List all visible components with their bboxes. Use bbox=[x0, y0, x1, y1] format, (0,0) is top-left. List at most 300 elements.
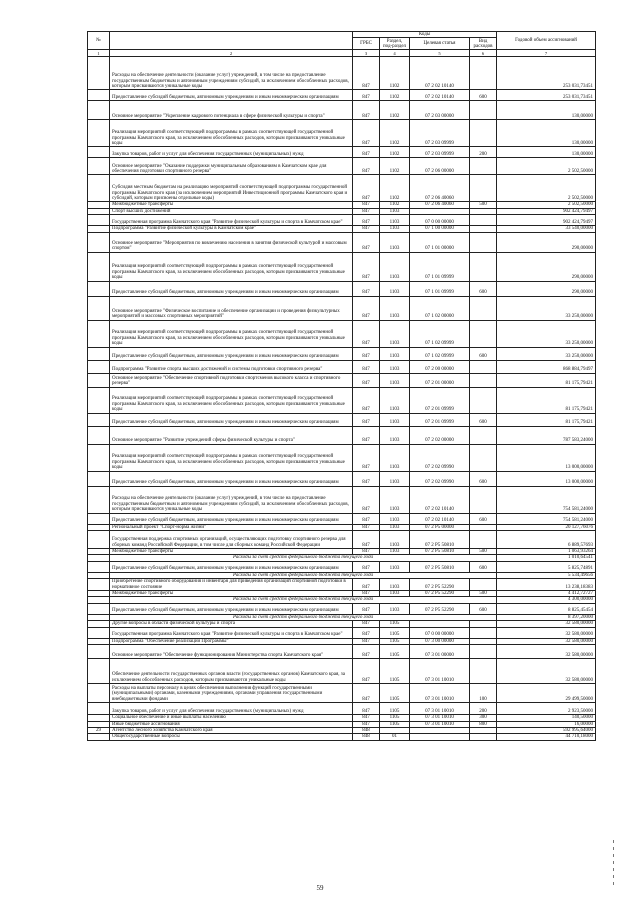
amount-cell: 32 580,00000 bbox=[497, 638, 596, 644]
razdel-cell: 1103 bbox=[380, 549, 410, 555]
grbs-cell: 847 bbox=[353, 320, 380, 347]
item-name-cell: Межбюджетные трансферты bbox=[110, 202, 353, 208]
item-name-cell: Предоставление субсидий бюджетным, автономным учреждениям и иным некоммерческим организациям bbox=[110, 281, 353, 296]
table-row bbox=[88, 703, 596, 715]
grbs-cell: 847 bbox=[353, 120, 380, 147]
amount-cell: 2 923,50000 bbox=[497, 703, 596, 715]
row-number-cell bbox=[88, 175, 110, 202]
expense-type-cell: 500 bbox=[470, 549, 497, 555]
expense-type-cell: 100 bbox=[470, 684, 497, 703]
column-number: 4 bbox=[380, 50, 410, 57]
table-row bbox=[88, 579, 596, 591]
table-row bbox=[88, 158, 596, 175]
expense-type-cell bbox=[470, 659, 497, 684]
table-row bbox=[88, 513, 596, 524]
expense-type-cell bbox=[470, 645, 497, 659]
razdel-cell: 1105 bbox=[380, 715, 410, 721]
razdel-cell: 1103 bbox=[380, 226, 410, 232]
item-name-cell: Основное мероприятие "Физическое воспитание и обеспечение организации и проведения физкультурных мероприятий и массовых спортивных мероприятий" bbox=[110, 296, 353, 320]
razdel-cell: 01 bbox=[380, 734, 410, 740]
razdel-cell: 1105 bbox=[380, 659, 410, 684]
grbs-cell: 847 bbox=[353, 226, 380, 232]
expense-type-cell bbox=[470, 158, 497, 175]
target-article-cell: 07 3 01 10010 bbox=[410, 684, 470, 703]
table-row bbox=[88, 215, 596, 226]
item-name-cell: Закупка товаров, работ и услуг для обеспечения государственных (муниципальных) нужд bbox=[110, 703, 353, 715]
amount-cell: 32 580,00000 bbox=[497, 627, 596, 638]
row-number-cell bbox=[88, 373, 110, 387]
expense-type-cell: 600 bbox=[470, 561, 497, 572]
target-article-cell: 07 3 01 10010 bbox=[410, 659, 470, 684]
amount-cell: 130,00000 bbox=[497, 101, 596, 120]
row-number-cell bbox=[88, 147, 110, 158]
table-row bbox=[88, 561, 596, 572]
razdel-cell: 1102 bbox=[380, 120, 410, 147]
federal-funds-note: Расходы за счет средств федерального бюджета текущего года bbox=[110, 614, 497, 620]
row-number-cell bbox=[88, 281, 110, 296]
row-number-cell bbox=[88, 486, 110, 513]
budget-table bbox=[87, 31, 596, 741]
grbs-cell: 847 bbox=[353, 202, 380, 208]
row-number-cell bbox=[88, 561, 110, 572]
amount-cell: 29 499,50000 bbox=[497, 684, 596, 703]
razdel-cell: 1103 bbox=[380, 591, 410, 597]
column-number: 3 bbox=[353, 50, 380, 57]
header-expense-type: Вид расходов bbox=[470, 38, 497, 50]
target-article-cell: 07 1 01 00000 bbox=[410, 232, 470, 252]
expense-type-cell: 500 bbox=[470, 591, 497, 597]
table-body bbox=[88, 57, 596, 740]
amount-cell: 81 175,79421 bbox=[497, 413, 596, 426]
target-article-cell: 07 2 06 40060 bbox=[410, 175, 470, 202]
razdel-cell: 1102 bbox=[380, 147, 410, 158]
row-number-cell bbox=[88, 703, 110, 715]
page-number: 59 bbox=[316, 884, 324, 892]
amount-cell: 32 580,00000 bbox=[497, 645, 596, 659]
item-name-cell: Предоставление субсидий бюджетным, автономным учреждениям и иным некоммерческим организациям bbox=[110, 413, 353, 426]
target-article-cell bbox=[410, 734, 470, 740]
grbs-cell: 847 bbox=[353, 413, 380, 426]
expense-type-cell bbox=[470, 252, 497, 281]
column-number: 1 bbox=[88, 50, 110, 57]
expense-type-cell bbox=[470, 531, 497, 549]
grbs-cell: 847 bbox=[353, 387, 380, 413]
razdel-cell: 1105 bbox=[380, 627, 410, 638]
item-name-cell: Приобретение спортивного оборудования и инвентаря для приведения организаций спортивной подготовки в нормативное состояние bbox=[110, 579, 353, 591]
table-row bbox=[88, 252, 596, 281]
item-name-cell: Предоставление субсидий бюджетным, автономным учреждениям и иным некоммерческим организациям bbox=[110, 347, 353, 360]
amount-cell: 33 250,00000 bbox=[497, 320, 596, 347]
expense-type-cell: 600 bbox=[470, 281, 497, 296]
grbs-cell: 847 bbox=[353, 684, 380, 703]
razdel-cell: 1103 bbox=[380, 524, 410, 530]
target-article-cell: 07 2 P5 52290 bbox=[410, 579, 470, 591]
header-grbs: ГРБС bbox=[353, 38, 380, 50]
target-article-cell: 07 2 03 09999 bbox=[410, 147, 470, 158]
item-name-cell: Основное мероприятие "Обеспечение функционирования Министерства спорта Камчатского края" bbox=[110, 645, 353, 659]
table-row bbox=[88, 373, 596, 387]
expense-type-cell bbox=[470, 296, 497, 320]
target-article-cell: 07 2 06 40060 bbox=[410, 202, 470, 208]
row-number-cell bbox=[88, 387, 110, 413]
grbs-cell: 847 bbox=[353, 281, 380, 296]
amount-cell: 20 127,76076 bbox=[497, 524, 596, 530]
expense-type-cell bbox=[470, 120, 497, 147]
target-article-cell: 07 1 02 09999 bbox=[410, 320, 470, 347]
item-name-cell: Основное мероприятие "Развитие учреждений сферы физической культуры и спорта" bbox=[110, 426, 353, 444]
item-name-cell: Реализация мероприятий соответствующей подпрограммы в рамках соответствующей государственной программы Камчатского края, за исключением обособленных расходов, которым присваиваются уникальные коды bbox=[110, 387, 353, 413]
expense-type-cell: 600 bbox=[470, 413, 497, 426]
amount-cell: 33 540,00000 bbox=[497, 226, 596, 232]
razdel-cell: 1103 bbox=[380, 208, 410, 214]
razdel-cell: 1103 bbox=[380, 281, 410, 296]
item-name-cell: Государственная программа Камчатского края "Развитие физической культуры и спорта в Камчатском крае" bbox=[110, 627, 353, 638]
item-name-cell: Реализация мероприятий соответствующей подпрограммы в рамках соответствующей государственной программы Камчатского края, за исключением обособленных расходов, которым присваиваются уникальные коды bbox=[110, 444, 353, 471]
grbs-cell: 847 bbox=[353, 360, 380, 373]
item-name-cell: Предоставление субсидий бюджетным, автономным учреждениям и иным некоммерческим организациям bbox=[110, 471, 353, 486]
razdel-cell: 1103 bbox=[380, 413, 410, 426]
item-name-cell: Предоставление субсидий бюджетным, автономным учреждениям и иным некоммерческим организациям bbox=[110, 603, 353, 614]
target-article-cell: 07 2 02 10140 bbox=[410, 57, 470, 90]
table-row bbox=[88, 320, 596, 347]
amount-cell: 290,00000 bbox=[497, 252, 596, 281]
target-article-cell: 07 3 00 00000 bbox=[410, 638, 470, 644]
target-article-cell: 07 2 01 09999 bbox=[410, 387, 470, 413]
amount-cell: 33 250,00000 bbox=[497, 347, 596, 360]
amount-cell: 1 063,93264 bbox=[497, 549, 596, 555]
target-article-cell: 07 1 00 00000 bbox=[410, 226, 470, 232]
amount-cell: 2 502,50000 bbox=[497, 202, 596, 208]
table-row bbox=[88, 734, 596, 740]
row-number-cell bbox=[88, 120, 110, 147]
razdel-cell: 1103 bbox=[380, 347, 410, 360]
amount-cell: 140,50000 bbox=[497, 715, 596, 721]
item-name-cell: Иные бюджетные ассигнования bbox=[110, 721, 353, 727]
item-name-cell: Государственная программа Камчатского края "Развитие физической культуры и спорта в Камчатском крае" bbox=[110, 215, 353, 226]
target-article-cell: 07 2 02 09990 bbox=[410, 471, 470, 486]
target-article-cell: 07 2 P5 52290 bbox=[410, 591, 470, 597]
razdel-cell: 1103 bbox=[380, 360, 410, 373]
razdel-cell: 1103 bbox=[380, 579, 410, 591]
target-article-cell: 07 2 P5 52290 bbox=[410, 603, 470, 614]
table-row bbox=[88, 296, 596, 320]
row-number-cell bbox=[88, 659, 110, 684]
row-number-cell: 29 bbox=[88, 727, 110, 733]
razdel-cell: 1103 bbox=[380, 444, 410, 471]
grbs-cell: 847 bbox=[353, 175, 380, 202]
grbs-cell: 847 bbox=[353, 721, 380, 727]
razdel-cell: 1102 bbox=[380, 101, 410, 120]
column-number: 5 bbox=[410, 50, 470, 57]
item-name-cell: Спорт высших достижений bbox=[110, 208, 353, 214]
target-article-cell: 07 0 00 00000 bbox=[410, 215, 470, 226]
grbs-cell: 847 bbox=[353, 296, 380, 320]
target-article-cell: 07 2 00 00000 bbox=[410, 360, 470, 373]
razdel-cell: 1105 bbox=[380, 621, 410, 627]
amount-cell: 1 010,64541 bbox=[497, 555, 596, 561]
target-article-cell: 07 1 01 09999 bbox=[410, 281, 470, 296]
row-number-cell bbox=[88, 426, 110, 444]
expense-type-cell bbox=[470, 444, 497, 471]
amount-cell: 787 583,24000 bbox=[497, 426, 596, 444]
target-article-cell: 07 2 02 09990 bbox=[410, 444, 470, 471]
grbs-cell: 847 bbox=[353, 101, 380, 120]
margin-marks bbox=[612, 840, 615, 900]
target-article-cell: 07 2 06 00000 bbox=[410, 158, 470, 175]
table-row bbox=[88, 413, 596, 426]
table-row bbox=[88, 147, 596, 158]
table-row bbox=[88, 120, 596, 147]
item-name-cell: Другие вопросы в области физической культуры и спорта bbox=[110, 621, 353, 627]
razdel-cell: 1103 bbox=[380, 486, 410, 513]
grbs-cell: 847 bbox=[353, 215, 380, 226]
amount-cell: 13 238,18383 bbox=[497, 579, 596, 591]
grbs-cell: 847 bbox=[353, 703, 380, 715]
grbs-cell: 847 bbox=[353, 513, 380, 524]
amount-cell: 130,00000 bbox=[497, 147, 596, 158]
grbs-cell: 847 bbox=[353, 232, 380, 252]
expense-type-cell bbox=[470, 320, 497, 347]
grbs-cell: 847 bbox=[353, 645, 380, 659]
amount-cell: 253 031,73451 bbox=[497, 57, 596, 90]
amount-cell: 754 581,24000 bbox=[497, 513, 596, 524]
item-name-cell: Обеспечение деятельности государственных органов власти (государственных органов) Камчатского края, за исключением обособленных расходов, которым присваиваются уникальные коды bbox=[110, 659, 353, 684]
table-row bbox=[88, 603, 596, 614]
item-name-cell: Предоставление субсидий бюджетным, автономным учреждениям и иным некоммерческим организациям bbox=[110, 90, 353, 101]
expense-type-cell: 300 bbox=[470, 715, 497, 721]
razdel-cell: 1105 bbox=[380, 684, 410, 703]
row-number-cell bbox=[88, 252, 110, 281]
row-number-cell bbox=[88, 579, 110, 591]
amount-cell: 5 534,49656 bbox=[497, 572, 596, 578]
razdel-cell: 1103 bbox=[380, 531, 410, 549]
item-name-cell: Предоставление субсидий бюджетным, автономным учреждениям и иным некоммерческим организациям bbox=[110, 513, 353, 524]
expense-type-cell: 600 bbox=[470, 603, 497, 614]
column-number: 7 bbox=[497, 50, 596, 57]
amount-cell: 16,00000 bbox=[497, 721, 596, 727]
table-row bbox=[88, 281, 596, 296]
razdel-cell: 1105 bbox=[380, 721, 410, 727]
grbs-cell: 847 bbox=[353, 627, 380, 638]
item-name-cell: Расходы на обеспечение деятельности (оказание услуг) учреждений, в том числе на предоставление государственным бюджетным и автономным учреждениям субсидий, за исключением обособленных расходов, которым присваиваются уникальные коды bbox=[110, 486, 353, 513]
table-row bbox=[88, 531, 596, 549]
amount-cell: 754 581,24000 bbox=[497, 486, 596, 513]
target-article-cell: 07 2 P5 50810 bbox=[410, 549, 470, 555]
amount-cell: 13 000,00000 bbox=[497, 471, 596, 486]
target-article-cell: 07 2 01 00000 bbox=[410, 373, 470, 387]
target-article-cell: 07 3 01 10010 bbox=[410, 715, 470, 721]
amount-cell: 8 397,20000 bbox=[497, 614, 596, 620]
table-row bbox=[88, 645, 596, 659]
table-row bbox=[88, 444, 596, 471]
razdel-cell: 1103 bbox=[380, 296, 410, 320]
item-name-cell: Подпрограмма "Развитие спорта высших достижений и системы подготовки спортивного резерва" bbox=[110, 360, 353, 373]
grbs-cell: 847 bbox=[353, 471, 380, 486]
expense-type-cell: 600 bbox=[470, 90, 497, 101]
grbs-cell: 847 bbox=[353, 621, 380, 627]
item-name-cell: Расходы на выплаты персоналу в целях обеспечения выполнения функций государственными (муниципальными) органами, казенными учреждениями, органами управления государственными внебюджетными фондами bbox=[110, 684, 353, 703]
table-row bbox=[88, 232, 596, 252]
target-article-cell: 07 3 01 00000 bbox=[410, 645, 470, 659]
amount-cell: 6 889,57693 bbox=[497, 531, 596, 549]
grbs-cell: 847 bbox=[353, 158, 380, 175]
item-name-cell: Подпрограмма "Обеспечение реализации Программы" bbox=[110, 638, 353, 644]
target-article-cell: 07 0 00 00000 bbox=[410, 627, 470, 638]
grbs-cell: 847 bbox=[353, 444, 380, 471]
amount-cell: 868 884,79497 bbox=[497, 360, 596, 373]
column-number-row bbox=[88, 50, 596, 57]
expense-type-cell: 800 bbox=[470, 721, 497, 727]
grbs-cell: 847 bbox=[353, 147, 380, 158]
row-number-cell bbox=[88, 158, 110, 175]
razdel-cell: 1103 bbox=[380, 513, 410, 524]
row-number-cell bbox=[88, 471, 110, 486]
grbs-cell: 847 bbox=[353, 638, 380, 644]
target-article-cell: 07 2 P5 50810 bbox=[410, 561, 470, 572]
expense-type-cell bbox=[470, 175, 497, 202]
expense-type-cell bbox=[470, 57, 497, 90]
item-name-cell: Реализация мероприятий соответствующей подпрограммы в рамках соответствующей государственной программы Камчатского края, за исключением обособленных расходов, которым присваиваются уникальные коды bbox=[110, 320, 353, 347]
razdel-cell: 1103 bbox=[380, 426, 410, 444]
amount-cell: 33 250,00000 bbox=[497, 296, 596, 320]
target-article-cell: 07 1 01 09999 bbox=[410, 252, 470, 281]
razdel-cell: 1103 bbox=[380, 252, 410, 281]
amount-cell: 290,00000 bbox=[497, 281, 596, 296]
item-name-cell: Субсидия местным бюджетам на реализацию мероприятий соответствующей подпрограммы государственной программы Камчатского края (за исключением мероприятий Инвестиционной программы Камчатского края и субсидий, которым присвоены отдельные коды) bbox=[110, 175, 353, 202]
row-number-cell bbox=[88, 645, 110, 659]
razdel-cell: 1103 bbox=[380, 232, 410, 252]
expense-type-cell bbox=[470, 426, 497, 444]
expense-type-cell: 600 bbox=[470, 347, 497, 360]
item-name-cell: Социальное обеспечение и иные выплаты населению bbox=[110, 715, 353, 721]
razdel-cell: 1103 bbox=[380, 561, 410, 572]
grbs-cell: 847 bbox=[353, 549, 380, 555]
row-number-cell bbox=[88, 232, 110, 252]
table-row bbox=[88, 101, 596, 120]
amount-cell: 4 300,00000 bbox=[497, 597, 596, 603]
razdel-cell: 1103 bbox=[380, 320, 410, 347]
row-number-cell bbox=[88, 296, 110, 320]
razdel-cell: 1103 bbox=[380, 215, 410, 226]
amount-cell: 902 424,79497 bbox=[497, 208, 596, 214]
grbs-cell: 847 bbox=[353, 561, 380, 572]
target-article-cell: 07 2 02 10140 bbox=[410, 90, 470, 101]
amount-cell: 592 995,64000 bbox=[497, 727, 596, 733]
row-number-cell bbox=[88, 57, 110, 90]
item-name-cell: Основное мероприятие "Оказание поддержки муниципальным образованиям в Камчатском крае для обеспечения подготовки спортивного резерва" bbox=[110, 158, 353, 175]
item-name-cell: Региональный проект "Спорт-норма жизни" bbox=[110, 524, 353, 530]
grbs-cell: 847 bbox=[353, 715, 380, 721]
expense-type-cell: 600 bbox=[470, 471, 497, 486]
razdel-cell: 1102 bbox=[380, 57, 410, 90]
row-number-cell bbox=[88, 513, 110, 524]
grbs-cell: 847 bbox=[353, 57, 380, 90]
amount-cell: 902 424,79497 bbox=[497, 215, 596, 226]
amount-cell: 290,00000 bbox=[497, 232, 596, 252]
grbs-cell: 847 bbox=[353, 524, 380, 530]
target-article-cell: 07 2 02 10140 bbox=[410, 513, 470, 524]
row-number-cell bbox=[88, 734, 110, 740]
amount-cell: 13 000,00000 bbox=[497, 444, 596, 471]
amount-cell: 32 580,00000 bbox=[497, 621, 596, 627]
grbs-cell: 847 bbox=[353, 531, 380, 549]
target-article-cell: 07 2 02 10140 bbox=[410, 486, 470, 513]
target-article-cell: 07 2 01 09999 bbox=[410, 413, 470, 426]
row-number-cell bbox=[88, 531, 110, 549]
column-number: 6 bbox=[470, 50, 497, 57]
razdel-cell: 1105 bbox=[380, 638, 410, 644]
item-name-cell: Подпрограмма "Развитие физической культуры в Камчатском крае" bbox=[110, 226, 353, 232]
grbs-cell: 847 bbox=[353, 347, 380, 360]
amount-cell: 4 412,72727 bbox=[497, 591, 596, 597]
expense-type-cell: 600 bbox=[470, 513, 497, 524]
grbs-cell: 847 bbox=[353, 591, 380, 597]
amount-cell: 2 502,50000 bbox=[497, 175, 596, 202]
table-row bbox=[88, 347, 596, 360]
razdel-cell: 1102 bbox=[380, 90, 410, 101]
item-name-cell: Основное мероприятие "Обеспечение спортивной подготовки спортсменов высокого класса и спортивного резерва" bbox=[110, 373, 353, 387]
expense-type-cell: 200 bbox=[470, 147, 497, 158]
row-number-cell bbox=[88, 627, 110, 638]
table-row bbox=[88, 486, 596, 513]
row-number-cell bbox=[88, 360, 110, 373]
target-article-cell: 07 2 03 09999 bbox=[410, 120, 470, 147]
table-row bbox=[88, 57, 596, 90]
item-name-cell: Расходы на обеспечение деятельности (оказание услуг) учреждений, в том числе на предоставление государственным бюджетным и автономным учреждениям субсидий, за исключением обособленных расходов, которым присваиваются уникальные коды bbox=[110, 57, 353, 90]
budget-table-sheet bbox=[87, 31, 595, 741]
federal-funds-note: Расходы за счет средств федерального бюджета текущего года bbox=[110, 572, 497, 578]
item-name-cell: Агентство лесного хозяйства Камчатского края bbox=[110, 727, 353, 733]
grbs-cell: 847 bbox=[353, 90, 380, 101]
razdel-cell: 1103 bbox=[380, 387, 410, 413]
header-codes: Коды bbox=[353, 32, 497, 38]
expense-type-cell: 200 bbox=[470, 703, 497, 715]
expense-type-cell bbox=[470, 734, 497, 740]
grbs-cell: 847 bbox=[353, 208, 380, 214]
expense-type-cell bbox=[470, 627, 497, 638]
table-row bbox=[88, 471, 596, 486]
row-number-cell bbox=[88, 684, 110, 703]
row-number-cell bbox=[88, 320, 110, 347]
row-number-cell bbox=[88, 101, 110, 120]
target-article-cell: 07 3 01 10010 bbox=[410, 703, 470, 715]
razdel-cell: 1103 bbox=[380, 471, 410, 486]
expense-type-cell bbox=[470, 101, 497, 120]
table-row bbox=[88, 684, 596, 703]
header-target-article: Целевая статья bbox=[410, 38, 470, 50]
column-number: 2 bbox=[110, 50, 353, 57]
expense-type-cell bbox=[470, 579, 497, 591]
item-name-cell: Межбюджетные трансферты bbox=[110, 549, 353, 555]
target-article-cell: 07 2 03 00000 bbox=[410, 101, 470, 120]
target-article-cell: 07 2 P5 00000 bbox=[410, 524, 470, 530]
row-number-cell bbox=[88, 215, 110, 226]
amount-cell: 5 825,74891 bbox=[497, 561, 596, 572]
target-article-cell: 07 2 02 00000 bbox=[410, 426, 470, 444]
expense-type-cell bbox=[470, 360, 497, 373]
expense-type-cell bbox=[470, 232, 497, 252]
header-amount: Годовой объем ассигнований bbox=[497, 32, 596, 50]
header-number: № bbox=[88, 32, 110, 50]
grbs-cell: 848 bbox=[353, 727, 380, 733]
expense-type-cell bbox=[470, 387, 497, 413]
item-name-cell: Межбюджетные трансферты bbox=[110, 591, 353, 597]
item-name-cell: Основное мероприятие "Укрепление кадрового потенциала в сфере физической культуры и спорта" bbox=[110, 101, 353, 120]
amount-cell: 44 710,18000 bbox=[497, 734, 596, 740]
expense-type-cell bbox=[470, 486, 497, 513]
grbs-cell: 847 bbox=[353, 373, 380, 387]
target-article-cell: 07 3 01 10010 bbox=[410, 721, 470, 727]
